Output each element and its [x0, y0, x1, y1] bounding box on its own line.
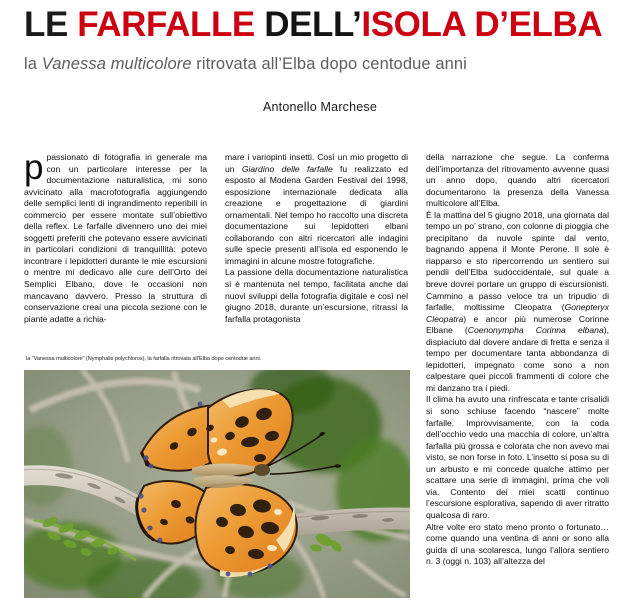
column-3-paragraph-3: Il clima ha avuto una rinfrescata e tante crisalidi si sono schiuse facendo “nascere” molte farfalle. Improvvisamente, con la coda dell’occhio vedo una macchia di colore, un’altra farfalla più grossa e colorata che non avevo mai visto, se non forse in foto. L’insetto si posa su di un arbusto e mi concede qualche attimo per scattare una serie di immagini, prima che voli via. Contento dei miei scatti continuo l’escursione esplorativa, sapendo di aver ritratto qualcosa di raro. — [426, 394, 609, 520]
headline-part-4: ISOLA D’ELBA — [361, 5, 603, 44]
column-2-italic-title: Giardino delle farfalle — [241, 163, 333, 174]
author-byline: Antonello Marchese — [262, 100, 378, 115]
column-2-paragraph-1 — [225, 152, 408, 267]
masthead — [0, 0, 634, 114]
butterfly-photo-illustration — [24, 370, 410, 598]
page-title — [24, 6, 616, 43]
headline-part-3: DELL’ — [254, 5, 362, 44]
column-2-paragraph-2: La passione della documentazione naturalistica si è mantenuta nel tempo, facilitata anche dai nuovi sviluppi della fotografia digitale e così nel giugno 2018, durante un’escursione, ritrassi la farfalla protagonista — [225, 267, 408, 324]
headline-part-2: FARFALLE — [77, 5, 255, 44]
column-2-text-after: fu realizzato ed esposto al Modena Garden Festival del 1998, esposizione internazionale dedicata alla creazione e progettazione di giardini ornamentali. Nel tempo ho raccolto una discreta documentazione sui lepidotteri elbani collaborando con altri ricercatori alle indagini sulle specie presenti all’isola ed esponendo le immagini in alcune mostre fotografiche. — [225, 163, 408, 266]
subtitle-before: la — [24, 55, 42, 74]
page-subtitle — [24, 55, 616, 74]
article-column-2 — [225, 152, 408, 340]
column-3-paragraph-1: della narrazione che segue. La conferma dell’importanza del ritrovamento avvenne quasi un anno dopo, quando altri ricercatori documentarono la presenza della Vanessa multicolore all’Elba. — [426, 152, 609, 209]
photo-caption: la “Vanessa multicolore” (Nymphalis polychloros), la farfalla ritrovata all’Elba dopo centodue anni. — [26, 356, 262, 362]
column-3-species-gonepteryx: Gonepteryx Cleopatra — [426, 302, 609, 324]
subtitle-species-name: Vanessa multicolore — [41, 55, 192, 74]
butterfly-photograph — [24, 370, 410, 598]
column-3-paragraph-4: Altre volte ero stato meno pronto o fortunato… come quando una ventina di anni or sono alla guida di una scolaresca, lungo l’allora sentiero n. 3 (oggi n. 103) all’altezza del — [426, 521, 609, 567]
column-2-text-before: mare i variopinti insetti. Così un mio progetto di un — [225, 152, 408, 174]
column-3-text-3: ), dispiaciuto dal dovere andare di fretta e senza il tempo per documentare tanta abbondanza di lepidotteri, impegnato come sono a non calpestare quei piccoli frammenti di colore che mi danzano tra i piedi. — [426, 325, 609, 393]
column-3-text-2: ) e ancor più numerose Corinne Elbane ( — [426, 313, 609, 336]
column-3-text-1: È la mattina del 5 giugno 2018, una giornata dal tempo un po’ strano, con colonne di pioggia che precipitano da nuvole spinte dal vento, bagnando appena il Monte Perone. Il sole è riapparso e sto ripercorrendo un sentiero sui pendii dell’Elba sudoccidentale, sul quale a breve dovrei portare un gruppo di escursionisti. Cammino a passo veloce tra un tripudio di farfalle, moltissime Cleopatra ( — [426, 209, 609, 313]
headline-part-1: LE — [24, 5, 78, 44]
subtitle-after: ritrovata all’Elba dopo centodue anni — [191, 55, 467, 74]
column-3-paragraph-2 — [426, 210, 609, 395]
article-column-1 — [24, 152, 207, 340]
column-1-paragraph-1: ppassionato di fotografia in generale ma con un particolare interesse per la documentazione naturalistica, mi sono avvicinato alla macrofotografia aggiungendo delle semplici lenti di ingrandimento reperibili in commercio per essere montate sull’obiettivo della reflex. Le farfalle divennero uno dei miei soggetti preferiti che potevano essere avvicinati in particolari condizioni di tranquillità: potevo incontrare i lepidotteri durante le mie escursioni o mentre mi dedicavo alle cure dell’Orto dei Semplici Elbano, dove le occasioni non mancavano davvero. Presso la struttura di conservazione creai una piccola sezione con le piante adatte a richia- — [24, 152, 207, 324]
column-3-species-coenonympha: Coenonympha Corinna elbana — [467, 325, 604, 336]
article-column-3 — [426, 152, 609, 568]
